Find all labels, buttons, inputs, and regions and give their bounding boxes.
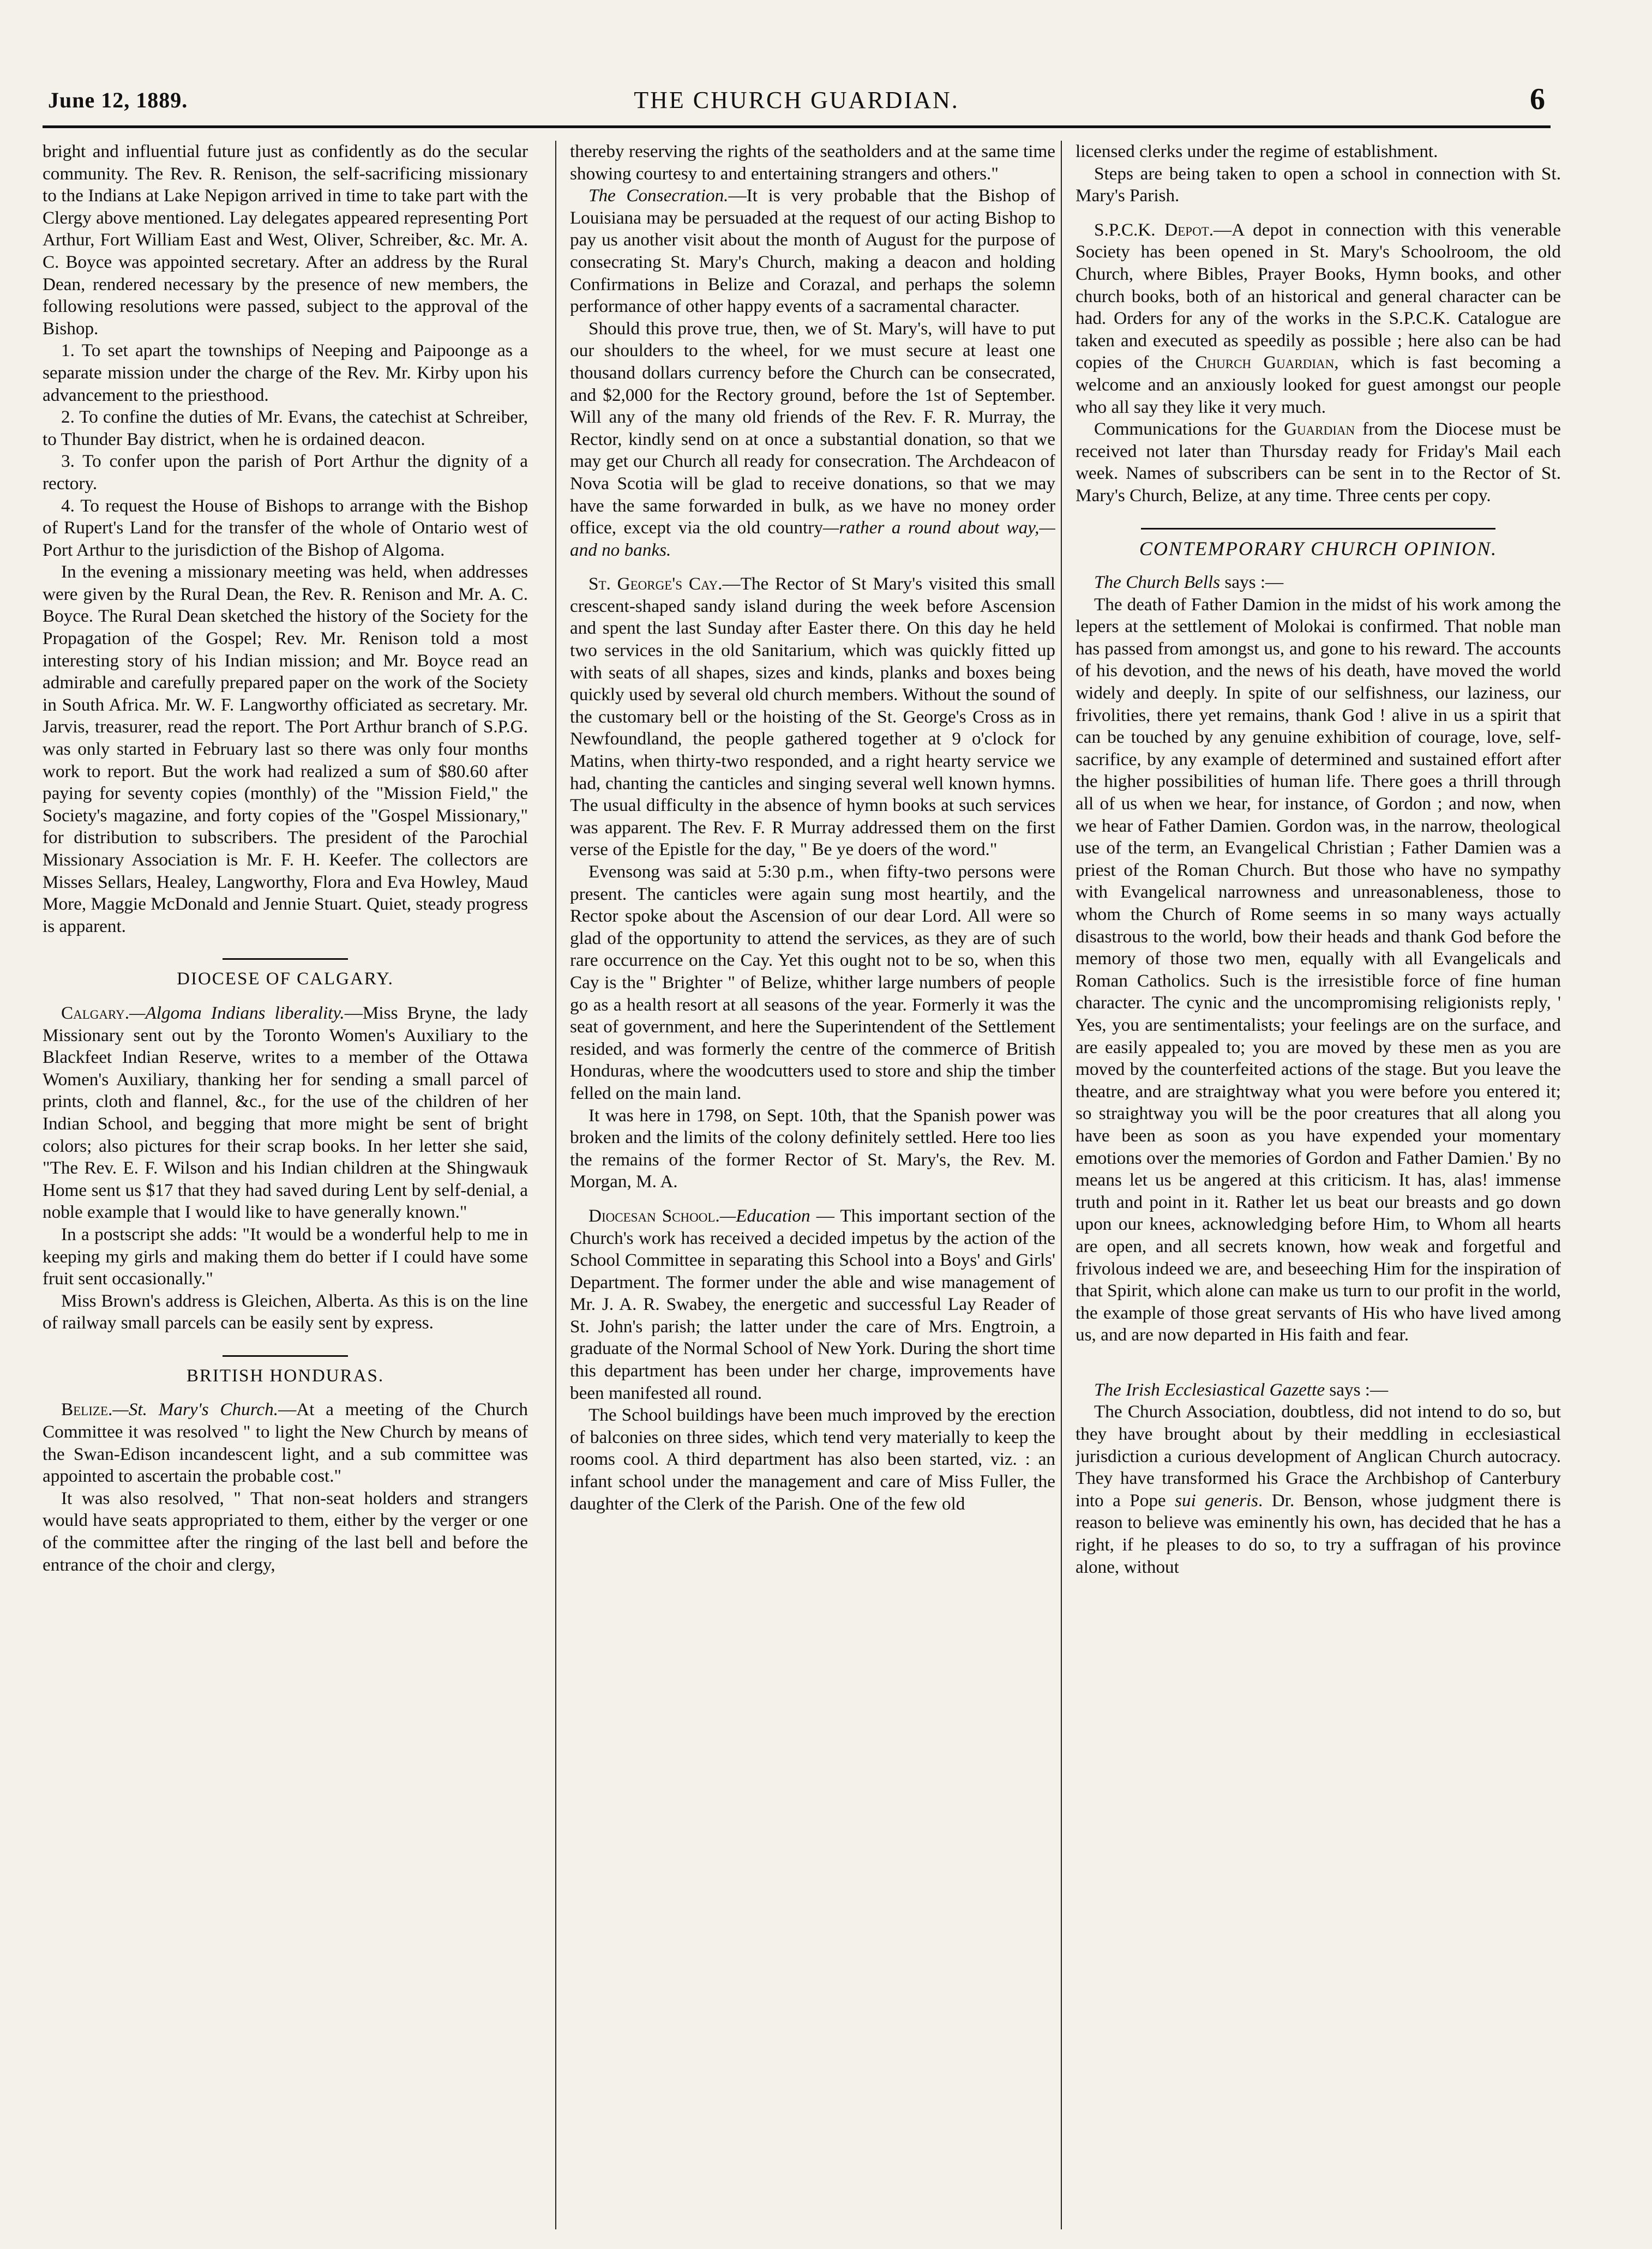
article-subhead: Diocesan School. [588,1205,720,1226]
resolution-item: 2. To confine the duties of Mr. Evans, the catechist at Schreiber, to Thunder Bay district, when he is ordained deacon. [43,407,528,449]
paragraph: The School buildings have been much improved by the erection of balconies on three sides, which tend very materially to keep the rooms cool. A third department has also been started, viz. : an infant school under the management and care of Miss Fuller, the daughter of the Clerk of the Parish. One of the few old [570,1405,1055,1514]
paragraph-text: —It is very probable that the Bishop of Louisiana may be persuaded at the request of our acting Bishop to pay us another visit about the month of August for the purpose of consecrating St. Mary's Church, making a deacon and holding Confirmations in Belize and Corazal, and perhaps the solemn performance of other happy events of a sacramental character. [570,185,1055,317]
paragraph: In a postscript she adds: "It would be a wonderful help to me in keeping my girls and making them do better if I could have some fruit sent occasionally." [43,1224,528,1289]
section-heading-contemporary-opinion: CONTEMPORARY CHURCH OPINION. [1076,528,1561,560]
paragraph-text: — This important section of the Church's work has received a decided impetus by the action of the School Committee in separating this School into a Boys' and Girls' Department. The former under the able and wise management of Mr. J. A. R. Swabey, the energetic and successful Lay Reader of St. John's parish; the latter under the care of Mrs. Engtroin, a graduate of the Normal School of New York. During the short time this department has been under her charge, improvements have been manifested all round. [570,1205,1055,1403]
source-says: says :— [1220,572,1284,593]
paragraph-text: . Dr. Benson, whose judgment there is reason to believe was eminently his own, has decided that he has a right, if he pleases to do so, to try a suffragan of his province alone, without [1076,1490,1561,1577]
paragraph-text: Should this prove true, then, we of St. Mary's, will have to put our shoulders to the wheel, for we must secure at least one thousand dollars currency before the Church can be consecrated, and $2,000 for the Rectory ground, before the 1st of September. Will any of the many old friends of the Rev. F. R. Murray, the Rector, kindly send on at once a substantial donation, so that we may get our Church all ready for consecration. The Archdeacon of Nova Scotia will be glad to receive donations, so that we may have the same forwarded in bulk, as we have no money order office, except via the old country [570,318,1055,538]
source-name: The Church Bells [1094,572,1221,593]
column-1 [43,141,528,2229]
paragraph [1076,219,1561,418]
paragraph [570,318,1055,562]
dateline: Belize. [61,1399,113,1420]
paragraph [1076,1401,1561,1578]
paragraph [43,1399,528,1487]
paragraph: The death of Father Damion in the midst of his work among the lepers at the settlement of Molokai is confirmed. That noble man has passed from amongst us, and gone to his reward. The accounts of his devotion, and the news of his death, have moved the world widely and deeply. In spite of our selfishness, our laziness, our frivolities, there yet remains, thank God ! alive in us a spirit that can be touched by any genuine exhibition of courage, love, self-sacrifice, by any example of determined and sustained effort after the higher possibilities of human life. There goes a thrill through all of us when we hear, for instance, of Gordon ; and now, when we hear of Father Damien. Gordon was, in the narrow, theological use of the term, an Evangelical Christian ; Father Damien was a priest of the Roman Church. But those who have no sympathy with Evangelical narrowness and unreasonableness, those to whom the Church of Rome seems in so many ways actually disastrous to the world, bow their heads and thank God before the memory of those two men, equally with all Evangelicals and Roman Catholics. Such is the irresistible force of fine human character. The cynic and the uncompromising religionists reply, ' Yes, you are sentimentalists; your feelings are on the surface, and are easily appealed to; you are moved by these men as you are moved by the counterfeited actions of the stage. But you leave the theatre, and are straightway what you were before you entered it; so straightway you will be the poor creatures that all along you have been as soon as you have expended your momentary emotions over the memories of Gordon and Father Damien.' By no means let us be angered at this criticism. It has, alas! immense truth and point in it. Rather let us beat our breasts and go down upon our knees, acknowledging before Him, to Whom all hearts are open, and all secrets known, how weak and forgetful and frivolous indeed we are, and beseeching Him for the inspiration of that Spirit, which alone can make us turn to our profit in the world, the example of those great servants of His who have lived among us, and are now departed in His faith and fear. [1076,594,1561,1345]
newspaper-name: Guardian [1284,419,1355,440]
paragraph: Miss Brown's address is Gleichen, Alberta. As this is on the line of railway small parcels can be easily sent by express. [43,1290,528,1333]
paragraph-text: —A depot in connection with this venerable Society has been opened in St. Mary's Schoolroom, the old Church, where Bibles, Prayer Books, Hymn books, and other church books, both of an historical and general character can be had. Orders for any of the works in the S.P.C.K. Catalogue are taken and executed as speedily as possible ; here also can be had copies of the [1076,219,1561,373]
paragraph [43,1002,528,1224]
paragraph-text: —Miss Bryne, the lady Missionary sent out by the Toronto Women's Auxiliary to the Blackfeet Indian Reserve, writes to a member of the Ottawa Women's Auxiliary, thanking her for sending a small parcel of prints, cloth and flannel, &c., for the use of the children of her Indian School, and begging that more might be sent of bright colors; also pictures for their scrap books. In her letter she said, "The Rev. E. F. Wilson and his Indian children at the Shingwauk Home sent us $17 that they had saved during Lent by self-denial, a noble example that I would like to have generally known." [43,1002,528,1223]
paragraph: licensed clerks under the regime of establishment. [1076,141,1438,161]
paragraph [1076,418,1561,507]
paragraph: thereby reserving the rights of the seatholders and at the same time showing courtesy to and entertaining strangers and others." [570,141,1055,184]
paragraph [570,185,1055,318]
resolution-item: 3. To confer upon the parish of Port Arthur the dignity of a rectory. [43,451,528,494]
column-2 [570,141,1055,2229]
article-subhead: St. George's Cay. [588,574,723,594]
newspaper-name: Church Guardian [1195,352,1335,373]
source-name: The Irish Ecclesiastical Gazette [1094,1379,1325,1400]
resolution-item: 4. To request the House of Bishops to arrange with the Bishop of Rupert's Land for the transfer of the whole of Ontario west of Port Arthur to the jurisdiction of the Bishop of Algoma. [43,495,528,560]
paragraph [570,1205,1055,1404]
resolution-item: 1. To set apart the townships of Neeping and Paipoonge as a separate mission under the charge of the Rev. Mr. Kirby upon his advancement to the priesthood. [43,340,528,405]
paragraph [570,573,1055,861]
paragraph-text: The Church Association, doubtless, did not intend to do so, but they have brought about by their meddling in ecclesiastical jurisdiction a curious development of Anglican Church autocracy. They have transformed his Grace the Archbishop of Canterbury into a Pope [1076,1402,1561,1511]
column-3 [1076,141,1561,2229]
latin-phrase: sui generis [1175,1490,1258,1511]
paragraph: Evensong was said at 5:30 p.m., when fifty-two persons were present. The canticles were again sung most heartily, and the Rector spoke about the Ascension of our dear Lord. All were so glad of the opportunity to attend the services, as they are of such rare occurrence on the Cay. Yet this ought not to be so, when this Cay is the " Brighter " of Belize, whither large numbers of people go as a health resort at all seasons of the year. Formerly it was the seat of government, and here the Superintendent of the Settlement resided, and was formerly the centre of the commerce of British Honduras, where the woodcutters used to store and ship the timber felled on the main land. [570,862,1055,1103]
article-subhead: —St. Mary's Church. [112,1399,279,1420]
section-heading-calgary: DIOCESE OF CALGARY. [43,958,528,990]
newspaper-title: THE CHURCH GUARDIAN. [634,87,959,113]
column-divider [1061,141,1062,2229]
paragraph-text: —The Rector of St Mary's visited this small crescent-shaped sandy island during the week before Ascension and spent the last Sunday after Easter there. On this day he held two services in the old Sanitarium, which was quickly fitted up with seats of all shapes, sizes and kinds, planks and boxes being quickly used by several old church members. Without the sound of the customary bell or the hoisting of the St. George's Cross as in Newfoundland, the people gathered together at 9 o'clock for Matins, when thirty-two responded, and a right hearty service we had, chanting the canticles and singing several well known hymns. The usual difficulty in the absence of hymn books at such services was apparent. The Rev. F. R Murray addressed them on the first verse of the Epistle for the day, " Be ye doers of the word." [570,574,1055,860]
page-number: 6 [1530,82,1545,116]
paragraph-text: from the Diocese must be received not later than Thursday ready for Friday's Mail each week. Names of subscribers can be sent in to the Rector of St. Mary's Church, Belize, at any time. Three cents per copy. [1076,419,1561,506]
dateline: Calgary. [61,1002,129,1023]
article-subhead: —Algoma Indians liberality. [129,1002,345,1023]
section-heading-british-honduras: BRITISH HONDURAS. [43,1355,528,1387]
paragraph-text: Communications for the [1094,419,1284,440]
article-subhead: S.P.C.K. Depot. [1094,219,1214,240]
paragraph-text: —At a meeting of the Church Committee it was resolved " to light the New Church by means of the Swan-Edison incandescent light, and a sub committee was appointed to ascertain the probable cost." [43,1399,528,1487]
paragraph: Steps are being taken to open a school in connection with St. Mary's Parish. [1076,163,1561,206]
source-attribution [1076,572,1561,594]
paragraph: bright and influential future just as confidently as do the secular community. The Rev. R. Renison, the self-sacrificing missionary to the Indians at Lake Nepigon arrived in time to take part with the Clergy above mentioned. Lay delegates appeared representing Port Arthur, Fort William East and West, Oliver, Schreiber, &c. Mr. A. C. Boyce was appointed secretary. After an address by the Rural Dean, rendered necessary by the presence of new members, the following resolutions were passed, subject to the approval of the Bishop. [43,141,528,339]
italic-aside: —rather a round about way,—and no banks. [570,518,1055,560]
source-attribution [1076,1379,1561,1402]
issue-date: June 12, 1889. [48,88,188,112]
paragraph: It was also resolved, " That non-seat holders and strangers would have seats appropriated to them, either by the verger or one of the committee after the ringing of the last bell and before the entrance of the choir and clergy, [43,1488,528,1575]
masthead [43,82,1551,128]
paragraph-text: , which is fast becoming a welcome and an anxiously looked for guest amongst our people who all say they like it very much. [1076,352,1561,417]
paragraph: In the evening a missionary meeting was held, when addresses were given by the Rural Dean, the Rev. R. Renison and Mr. A. C. Boyce. The Rural Dean sketched the history of the Society for the Propagation of the Gospel; Rev. Mr. Renison told a most interesting story of his Indian mission; and Mr. Boyce read an admirable and carefully prepared paper on the work of the Society in South Africa. Mr. W. F. Langworthy officiated as secretary. Mr. Jarvis, treasurer, read the report. The Port Arthur branch of S.P.G. was only started in February last so there was only four months work to report. But the work had realized a sum of $80.60 after paying for seventy copies (monthly) of the "Mission Field," the Society's magazine, and forty copies of the "Gospel Missionary," for distribution to subscribers. The president of the Parochial Missionary Association is Mr. F. H. Keefer. The collectors are Misses Sellars, Healey, Langworthy, Flora and Eva Howley, Maud More, Maggie McDonald and Jennie Stuart. Quiet, steady progress is apparent. [43,562,528,936]
column-divider [555,141,556,2229]
article-subhead-italic: —Education [719,1205,810,1226]
article-subhead: The Consecration. [588,185,729,206]
paragraph: It was here in 1798, on Sept. 10th, that the Spanish power was broken and the limits of the colony definitely settled. Here too lies the remains of the former Rector of St. Mary's, the Rev. M. Morgan, M. A. [570,1105,1055,1192]
source-says: says :— [1325,1379,1389,1400]
